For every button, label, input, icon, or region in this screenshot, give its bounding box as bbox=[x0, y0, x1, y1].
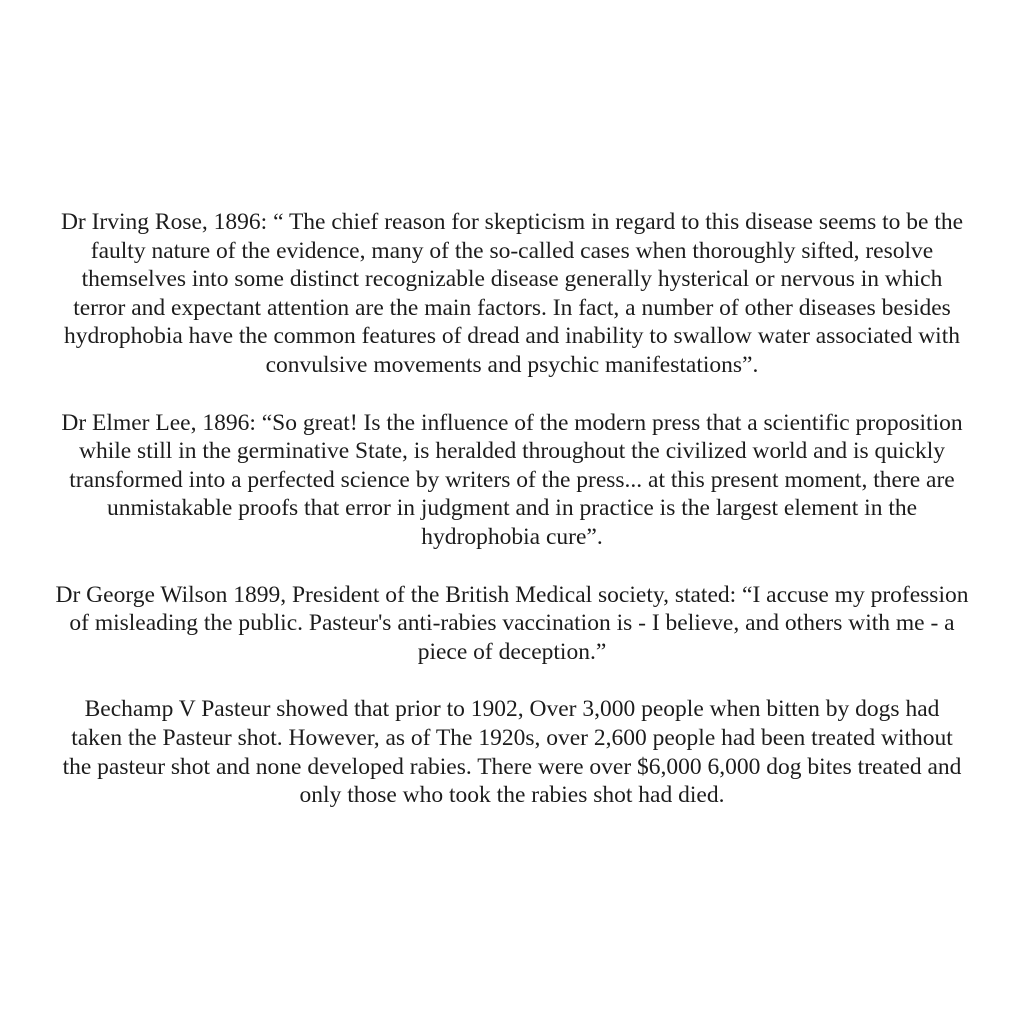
text-line: Dr Irving Rose, 1896: “ The chief reason for skepticism in regard to this disease seems to be the bbox=[60, 209, 964, 235]
text-line: while still in the germinative State, is heralded throughout the civilized world and is quickly bbox=[78, 438, 946, 465]
text-line: piece of deception.” bbox=[417, 638, 607, 665]
bechamp-pasteur-paragraph bbox=[0, 695, 1024, 809]
text-line: themselves into some distinct recognizable disease generally hysterical or nervous in which bbox=[81, 266, 943, 293]
text-line: transformed into a perfected science by writers of the press... at this present moment, there are bbox=[69, 466, 955, 493]
text-line: terror and expectant attention are the main factors. In fact, a number of other diseases besides bbox=[73, 294, 951, 321]
text-line: faulty nature of the evidence, many of the so-called cases when thoroughly sifted, resolve bbox=[90, 237, 934, 264]
text-line: hydrophobia cure”. bbox=[421, 523, 603, 550]
text-line: Bechamp V Pasteur showed that prior to 1902, Over 3,000 people when bitten by dogs had bbox=[84, 696, 940, 723]
text-line: only those who took the rabies shot had died. bbox=[299, 782, 725, 809]
text-line: Dr Elmer Lee, 1896: “So great! Is the influence of the modern press that a scientific proposition bbox=[61, 409, 963, 436]
text-line: convulsive movements and psychic manifestations”. bbox=[265, 351, 759, 378]
quote-george-wilson bbox=[0, 581, 1024, 667]
document-body bbox=[0, 208, 1024, 839]
text-line: Dr George Wilson 1899, President of the British Medical society, stated: “I accuse my profession bbox=[55, 581, 969, 608]
text-line: taken the Pasteur shot. However, as of The 1920s, over 2,600 people had been treated without bbox=[71, 724, 953, 751]
quote-irving-rose bbox=[0, 208, 1024, 380]
quote-elmer-lee bbox=[0, 409, 1024, 552]
text-line: hydrophobia have the common features of dread and inability to swallow water associated with bbox=[64, 323, 960, 350]
text-line: of misleading the public. Pasteur's anti-rabies vaccination is - I believe, and others with me - a bbox=[69, 610, 955, 637]
text-line: the pasteur shot and none developed rabies. There were over $6,000 6,000 dog bites treated and bbox=[62, 753, 962, 780]
text-line: unmistakable proofs that error in judgment and in practice is the largest element in the bbox=[106, 495, 918, 522]
